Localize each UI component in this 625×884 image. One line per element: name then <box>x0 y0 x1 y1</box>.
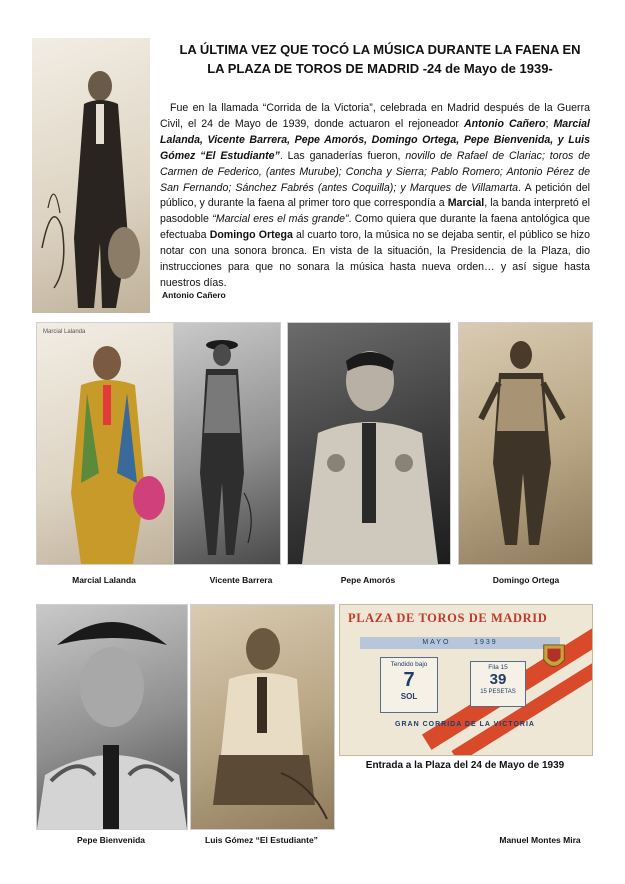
bullfighter-portrait-icon <box>288 323 450 564</box>
body-text-1: Fue en la llamada “Corrida de la Victoria”, celebrada en Madrid después de la Guerra Civil, el 24 de Mayo de 1939, donde actuaron el rejoneador <box>160 102 590 130</box>
ticket-year: 1939 <box>474 639 498 646</box>
body-text-5: , la banda interpretó el pasodoble <box>160 197 591 226</box>
body-bold-toreros: Marcial Lalanda, Vicente Barrera, Pepe Amorós, Domingo Ortega, Pepe Bienvenida, y Luis Gómez “El Estudiante” <box>160 117 590 162</box>
coat-of-arms-icon <box>540 641 568 675</box>
photo-marcial-lalanda <box>36 322 174 565</box>
photo-credit: Manuel Montes Mira <box>499 835 581 845</box>
title-line-2: LA PLAZA DE TOROS DE MADRID -24 de Mayo de 1939- <box>207 61 553 76</box>
body-bold-marcial: Marcial <box>447 197 485 210</box>
body-text-2: ; <box>545 117 554 130</box>
title-line-1: LA ÚLTIMA VEZ QUE TOCÓ LA MÚSICA DURANTE LA FAENA EN <box>179 42 581 57</box>
bullfighter-closeup-icon <box>37 605 187 829</box>
photo-pepe-bienvenida <box>36 604 188 830</box>
page-title <box>150 40 610 78</box>
ticket-event-name: GRAN CORRIDA DE LA VICTORIA <box>395 721 535 728</box>
ticket-image <box>339 604 593 756</box>
body-text-4: . A petición del público, y durante la faena al primer toro que correspondía a <box>160 181 590 210</box>
caption-ticket: Entrada a la Plaza del 24 de Mayo de 1939 <box>365 760 565 771</box>
ticket-tendido-box <box>380 657 438 713</box>
photo-vicente-barrera <box>173 322 281 565</box>
ticket-seat-box <box>470 661 526 707</box>
bullfighter-seated-figure-icon <box>191 605 334 829</box>
bullfighter-colored-figure-icon <box>37 323 173 564</box>
ticket-tendido-number: 7 <box>403 669 415 691</box>
body-italic-pasodoble: “Marcial eres el más grande” <box>212 213 349 226</box>
body-italic-ganaderias: novillo de Rafael de Clariac; toros de Carmen de Federico, (antes Murube); Concha y Sierra; Pablo Romero; Antonio Pérez de San Fernando; Sánchez Fabrés (antes Coquilla); y Marques de Villamarta <box>160 149 590 194</box>
ticket-header: PLAZA DE TOROS DE MADRID <box>348 611 548 625</box>
ticket-row: Fila 15 <box>488 664 508 671</box>
photo-luis-gomez-el-estudiante <box>190 604 335 830</box>
article-body <box>160 101 590 292</box>
ticket-section: Tendido bajo <box>390 661 428 668</box>
ticket-month: MAYO <box>422 639 451 646</box>
caption-luis-gomez: Luis Gómez “El Estudiante” <box>205 835 318 845</box>
caption-pepe-bienvenida: Pepe Bienvenida <box>76 835 146 845</box>
ticket-seat-number: 39 <box>489 671 507 688</box>
body-bold-canero: Antonio Cañero <box>463 117 546 130</box>
ticket-date-band <box>360 637 560 649</box>
body-text-6: . Como quiera que durante la faena antológica que efectuaba <box>160 213 591 242</box>
bullfighter-standing-figure-icon <box>174 323 280 564</box>
photo-antonio-canero <box>32 38 150 313</box>
caption-pepe-amoros: Pepe Amorós <box>340 575 396 585</box>
bullfighter-pose-figure-icon <box>459 323 592 564</box>
portrait-figure-icon <box>32 38 150 313</box>
author-caption: Antonio Cañero <box>162 290 226 300</box>
ticket-sun: SOL <box>400 692 418 701</box>
photo-inset-label: Marcial Lalanda <box>43 329 86 335</box>
body-text-7: al cuarto toro, la música no se dejaba sentir, el público se hizo notar con una sonora bronca. En vista de la situación, la Presidencia de la Plaza, dio instrucciones para que no sonara la música hasta nueva orden… y así sigue hasta nuestros días. <box>160 229 590 289</box>
caption-marcial-lalanda: Marcial Lalanda <box>72 575 136 585</box>
caption-vicente-barrera: Vicente Barrera <box>209 575 273 585</box>
photo-pepe-amoros <box>287 322 451 565</box>
body-text-3: . Las ganaderías fueron, <box>279 149 406 162</box>
body-bold-ortega: Domingo Ortega <box>209 229 293 242</box>
caption-domingo-ortega: Domingo Ortega <box>492 575 560 585</box>
photo-domingo-ortega <box>458 322 593 565</box>
ticket-price: 15 PESETAS <box>480 689 516 695</box>
